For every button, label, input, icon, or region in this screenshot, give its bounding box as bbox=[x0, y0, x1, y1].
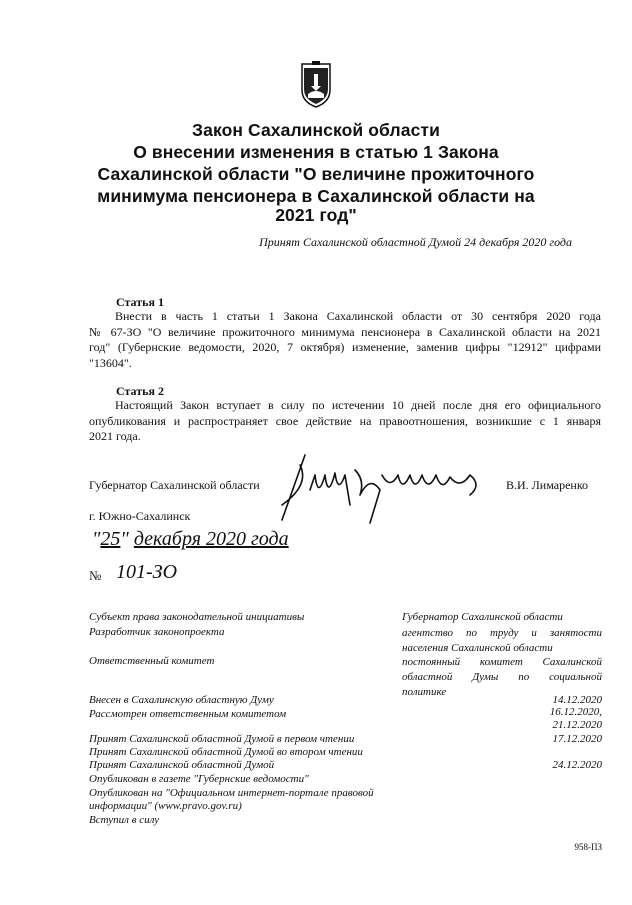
article-1-heading: Статья 1 bbox=[116, 295, 164, 309]
article-1-line: № 67-ЗО "О величине прожиточного минимума пенсионера в Сахалинской области на 2021 bbox=[89, 324, 601, 339]
adoption-note: Принят Сахалинской областной Думой 24 декабря 2020 года bbox=[259, 235, 572, 249]
date-rest: декабря 2020 года bbox=[133, 528, 289, 550]
event-label: Опубликован на "Официальном интернет-портале правовой bbox=[89, 787, 374, 799]
article-2-line: Настоящий Закон вступает в силу по истечении 10 дней после дня его официального bbox=[115, 398, 601, 412]
event-label: Принят Сахалинской областной Думой bbox=[89, 759, 275, 771]
event-date: 14.12.2020 bbox=[552, 694, 602, 706]
title-line-1: Закон Сахалинской области bbox=[192, 120, 440, 140]
committee-line: областной Думы по социальной bbox=[402, 671, 602, 683]
event-date: 16.12.2020, bbox=[549, 706, 602, 718]
city: г. Южно-Сахалинск bbox=[89, 509, 191, 523]
article-1-text bbox=[89, 309, 601, 371]
law-number: 101-ЗО bbox=[116, 561, 178, 583]
event-date: 17.12.2020 bbox=[552, 733, 602, 745]
date-handwritten bbox=[92, 528, 289, 551]
event-label: Рассмотрен ответственным комитетом bbox=[89, 708, 287, 720]
event-label: Внесен в Сахалинскую областную Думу bbox=[89, 694, 274, 706]
event-label: Принят Сахалинской областной Думой в первом чтении bbox=[89, 733, 355, 745]
event-label: информации" (www.pravo.gov.ru) bbox=[89, 800, 242, 812]
title-line-2: О внесении изменения в статью 1 Закона bbox=[133, 142, 499, 162]
date-day: 25 bbox=[100, 528, 121, 550]
event-label: Опубликован в газете "Губернские ведомости" bbox=[89, 773, 309, 785]
governor-name: В.И. Лимаренко bbox=[506, 478, 589, 492]
event-date: 24.12.2020 bbox=[552, 759, 602, 771]
committee-line: политике bbox=[402, 686, 447, 698]
initiative-label: Субъект права законодательной инициативы bbox=[89, 611, 305, 623]
title-line-5: 2021 год" bbox=[275, 205, 357, 225]
developer-value bbox=[402, 626, 602, 656]
date-close-quote: " bbox=[120, 528, 129, 550]
developer-line: агентство по труду и занятости bbox=[402, 627, 602, 639]
article-2-line: опубликования и распространяет свое действие на правоотношения, возникшие с 1 января bbox=[89, 413, 601, 428]
developer-label: Разработчик законопроекта bbox=[89, 626, 225, 638]
event-label: Вступил в силу bbox=[89, 814, 160, 826]
initiative-value: Губернатор Сахалинской области bbox=[402, 611, 563, 623]
title-line-3: Сахалинской области "О величине прожиточного bbox=[97, 164, 535, 184]
date-open-quote: " bbox=[92, 528, 101, 550]
handwritten-signature bbox=[270, 445, 500, 525]
article-1-line: Внести в часть 1 статьи 1 Закона Сахалинской области от 30 сентября 2020 года bbox=[115, 309, 601, 323]
article-2-line: 2021 года. bbox=[89, 429, 141, 444]
article-1-line: год" (Губернские ведомости, 2020, 7 октября) изменение, заменив цифры "12912" цифрами bbox=[89, 340, 601, 355]
event-date: 21.12.2020 bbox=[552, 719, 602, 731]
coat-of-arms-emblem bbox=[299, 60, 333, 108]
article-2-heading: Статья 2 bbox=[116, 384, 164, 398]
event-label: Принят Сахалинской областной Думой во втором чтении bbox=[89, 746, 363, 758]
law-number-prefix: № bbox=[89, 568, 102, 583]
committee-label: Ответственный комитет bbox=[89, 655, 215, 667]
committee-line: постоянный комитет Сахалинской bbox=[402, 656, 602, 668]
developer-line: населения Сахалинской области bbox=[402, 642, 553, 654]
article-1-line: "13604". bbox=[89, 355, 132, 370]
footer-code: 958-ПЗ bbox=[574, 842, 602, 852]
governor-label: Губернатор Сахалинской области bbox=[89, 478, 260, 492]
title-line-4: минимума пенсионера в Сахалинской области на bbox=[97, 186, 535, 206]
article-2-text bbox=[89, 398, 601, 445]
